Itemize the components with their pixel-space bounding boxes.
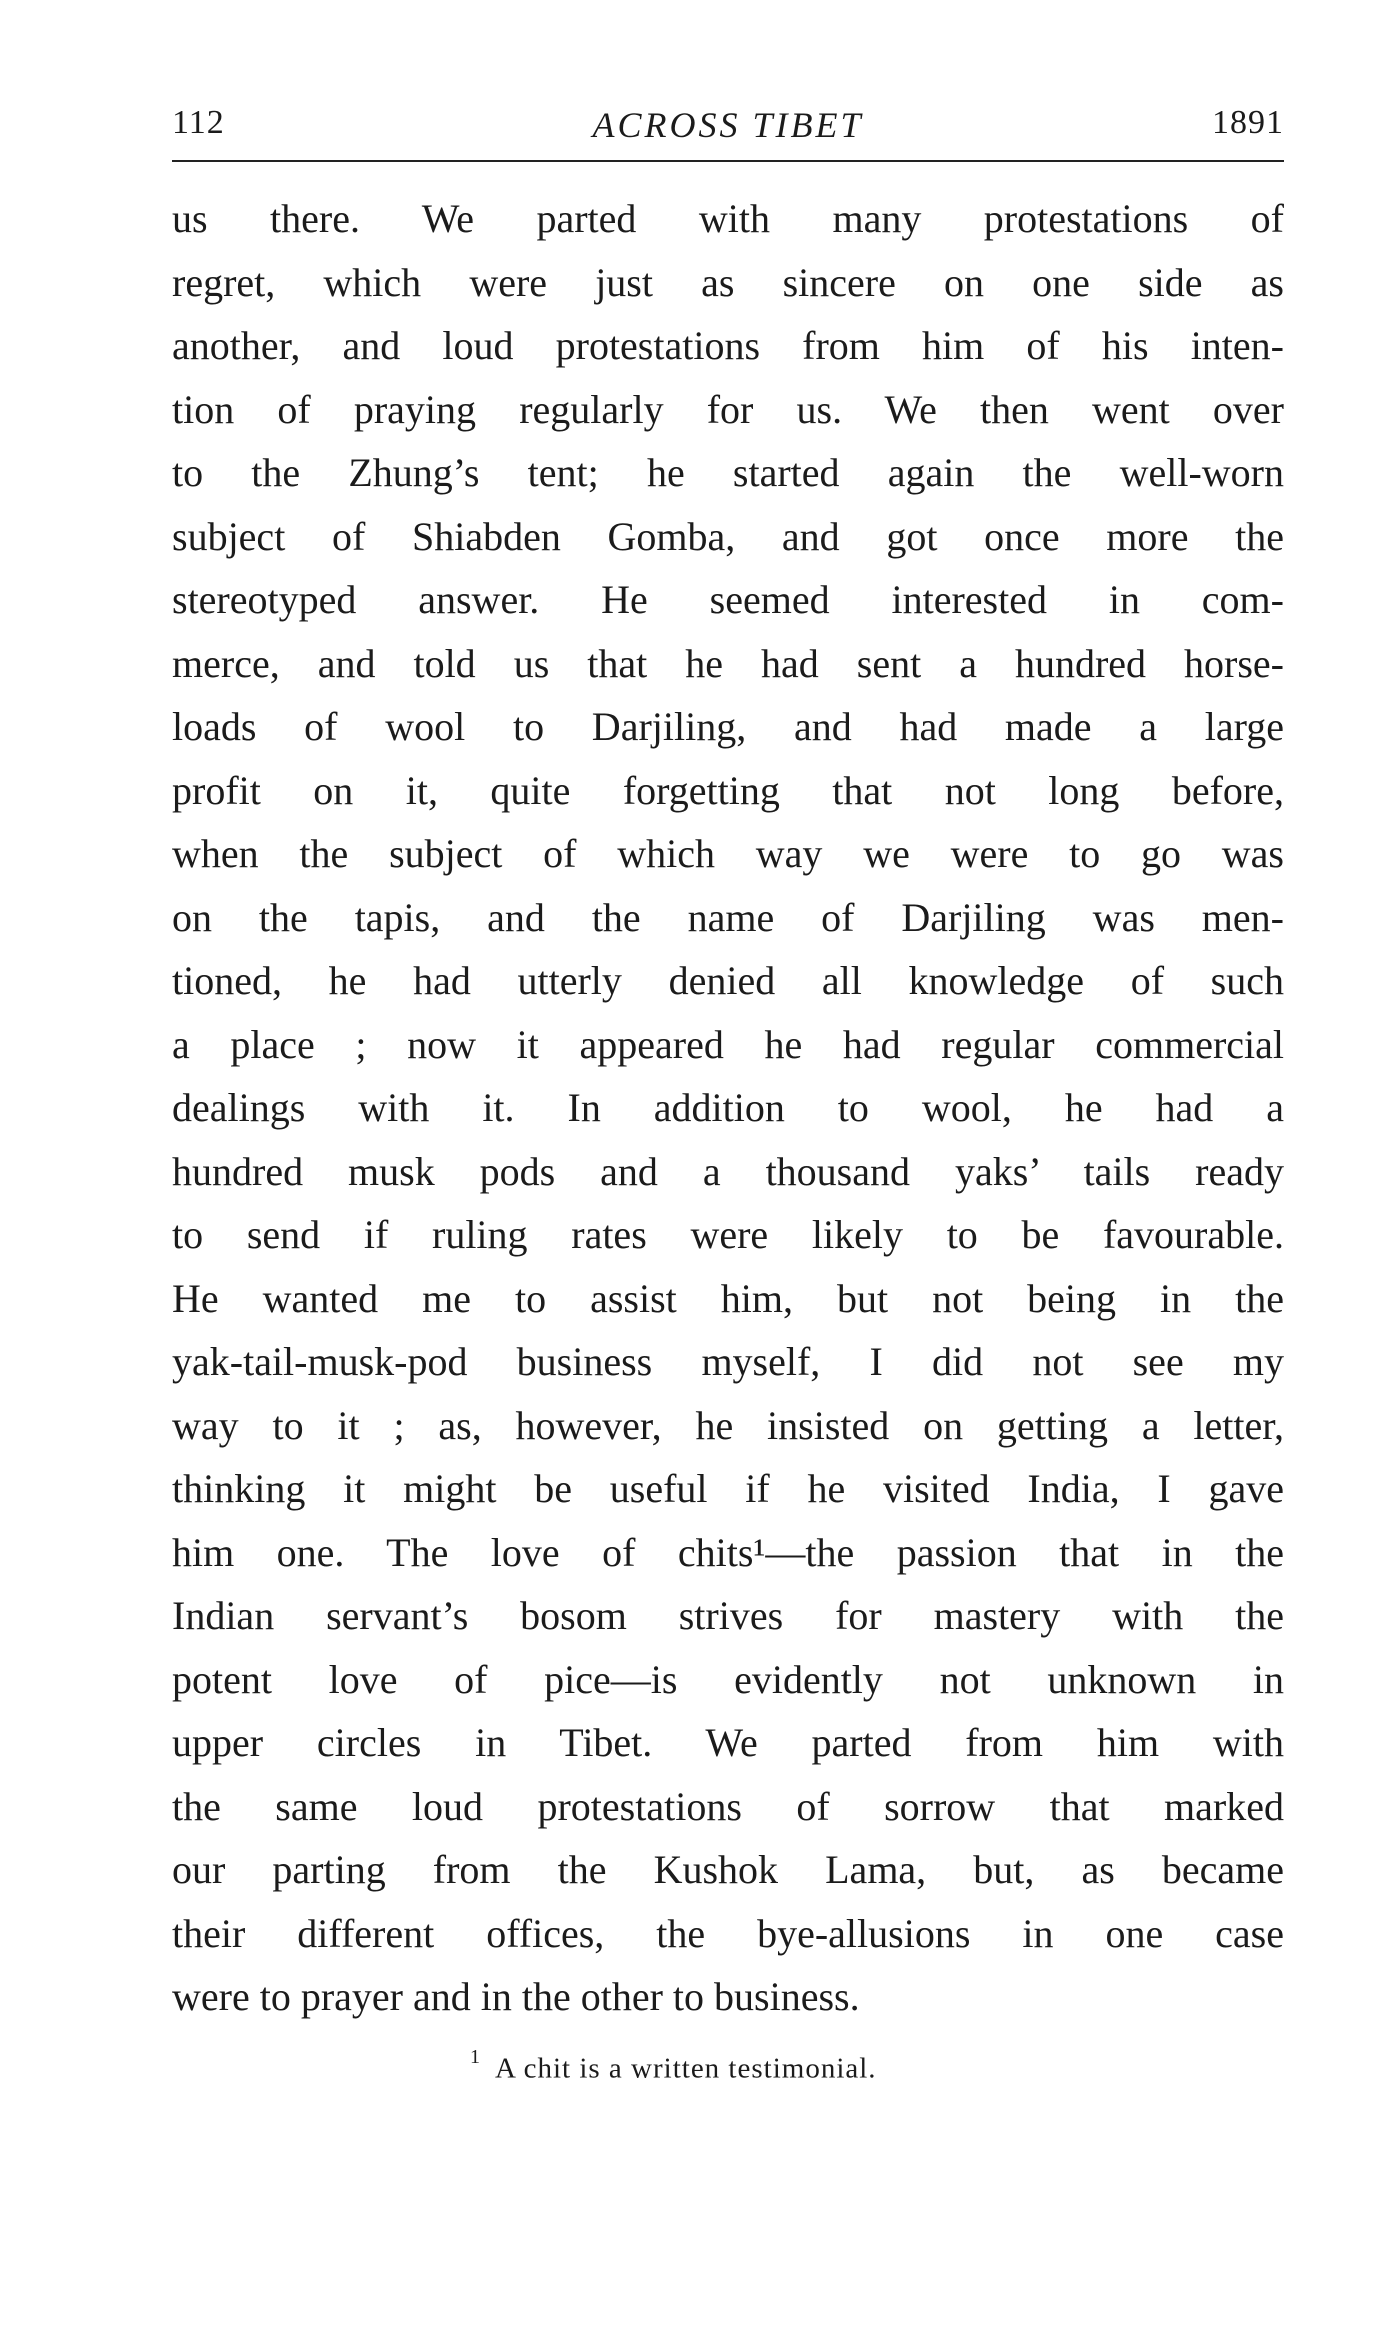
text-line: were to prayer and in the other to business. xyxy=(172,1974,860,2019)
text-line: hundred musk pods and a thousand yaks’ tails ready xyxy=(172,1148,1284,1194)
footnote-marker: 1 xyxy=(470,2046,481,2068)
text-line: to send if ruling rates were likely to be favourable. xyxy=(172,1212,1284,1257)
body-paragraph xyxy=(172,187,1284,2029)
running-title: ACROSS TIBET xyxy=(592,105,864,145)
text-line: loads of wool to Darjiling, and had made a large xyxy=(172,704,1284,749)
text-line: when the subject of which way we were to go was xyxy=(172,831,1284,876)
running-head xyxy=(172,104,1284,154)
text-line: stereotyped answer. He seemed interested in com- xyxy=(172,577,1284,622)
text-line: tion of praying regularly for us. We then went over xyxy=(172,386,1284,432)
text-line: potent love of pice—is evidently not unknown in xyxy=(172,1656,1284,1702)
text-line: merce, and told us that he had sent a hundred horse- xyxy=(172,640,1284,686)
text-line: He wanted me to assist him, but not being in the xyxy=(172,1275,1284,1321)
text-line: on the tapis, and the name of Darjiling was men- xyxy=(172,894,1284,940)
text-line: their different offices, the bye-allusions in one case xyxy=(172,1910,1284,1956)
running-year: 1891 xyxy=(1212,104,1284,141)
text-line: thinking it might be useful if he visited India, I gave xyxy=(172,1466,1284,1511)
text-line: yak-tail-musk-pod business myself, I did not see my xyxy=(172,1339,1284,1384)
header-rule xyxy=(172,160,1284,162)
text-line: us there. We parted with many protestations of xyxy=(172,196,1284,241)
text-line: way to it ; as, however, he insisted on getting a letter, xyxy=(172,1402,1284,1448)
text-line: dealings with it. In addition to wool, he had a xyxy=(172,1085,1284,1130)
text-line: profit on it, quite forgetting that not long before, xyxy=(172,767,1284,813)
text-line: our parting from the Kushok Lama, but, as became xyxy=(172,1847,1284,1892)
text-line: Indian servant’s bosom strives for mastery with the xyxy=(172,1593,1284,1638)
footnote-text: A chit is a written testimonial. xyxy=(495,2052,877,2085)
text-line: regret, which were just as sincere on one side as xyxy=(172,259,1284,305)
text-line: another, and loud protestations from him of his inten- xyxy=(172,323,1284,368)
text-line: to the Zhung’s tent; he started again the well-worn xyxy=(172,450,1284,495)
text-line: a place ; now it appeared he had regular commercial xyxy=(172,1021,1284,1067)
text-line: the same loud protestations of sorrow that marked xyxy=(172,1783,1284,1829)
text-line: upper circles in Tibet. We parted from him with xyxy=(172,1720,1284,1765)
text-line: tioned, he had utterly denied all knowledge of such xyxy=(172,958,1284,1003)
footnote xyxy=(470,2046,877,2086)
text-line: him one. The love of chits¹—the passion that in the xyxy=(172,1529,1284,1575)
text-line: subject of Shiabden Gomba, and got once more the xyxy=(172,513,1284,559)
page-number: 112 xyxy=(172,104,225,141)
